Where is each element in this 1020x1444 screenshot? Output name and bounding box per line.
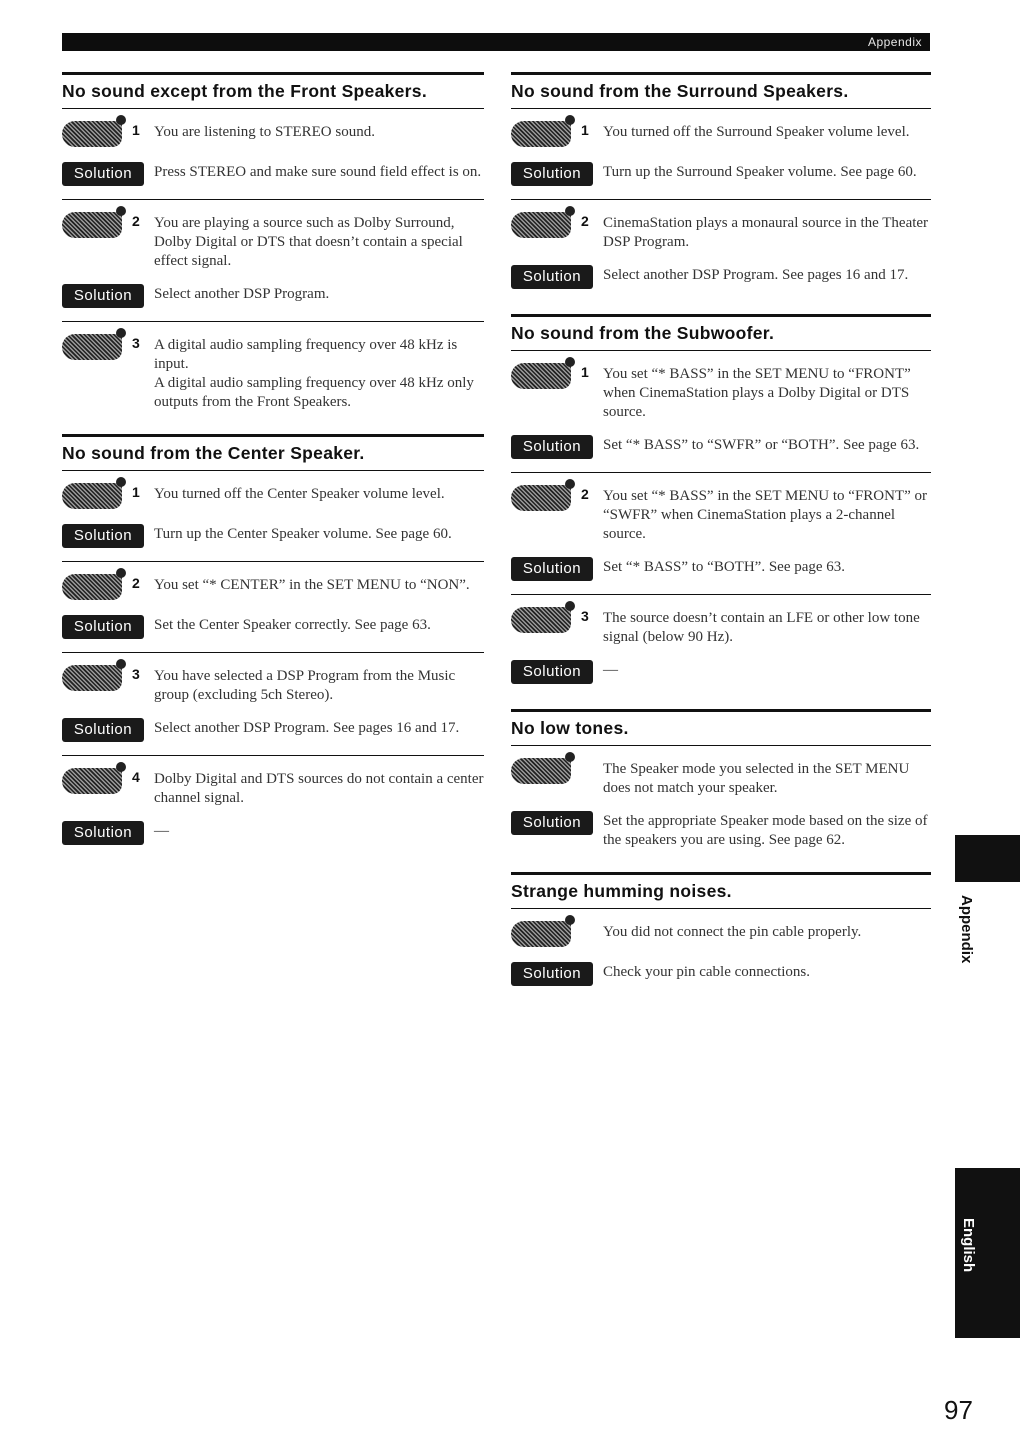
cause-icon	[62, 768, 122, 794]
section-title: Strange humming noises.	[511, 881, 732, 901]
cause-number: 3	[132, 335, 140, 351]
section-title: No sound from the Surround Speakers.	[511, 81, 849, 101]
solution-icon: Solution	[62, 162, 144, 186]
trouble-item	[511, 200, 931, 302]
cause-text: You have selected a DSP Program from the Music group (excluding 5ch Stereo).	[154, 668, 456, 703]
cause-text: CinemaStation plays a monaural source in the Theater DSP Program.	[603, 215, 929, 250]
solution-icon: Solution	[511, 162, 593, 186]
section-low-tones	[511, 709, 931, 860]
solution-icon: Solution	[62, 718, 144, 742]
section-subwoofer	[511, 314, 931, 697]
solution-text: Turn up the Surround Speaker volume. See page 60.	[603, 164, 917, 180]
solution-text: Press STEREO and make sure sound field effect is on.	[154, 164, 482, 180]
solution-icon: Solution	[62, 615, 144, 639]
page-number: 97	[944, 1395, 973, 1425]
cause-icon	[511, 921, 571, 947]
trouble-item	[511, 909, 931, 999]
cause-text: Dolby Digital and DTS sources do not contain a center channel signal.	[154, 771, 484, 806]
cause-number: 4	[132, 769, 140, 785]
cause-icon	[62, 483, 122, 509]
solution-icon: Solution	[62, 284, 144, 308]
solution-icon: Solution	[511, 811, 593, 835]
cause-number: 2	[132, 213, 140, 229]
solution-text: Set “* BASS” to “BOTH”. See page 63.	[603, 559, 846, 575]
trouble-item	[511, 473, 931, 595]
appendix-tab-label: Appendix	[958, 895, 975, 964]
cause-number: 3	[581, 608, 589, 624]
section-title: No sound except from the Front Speakers.	[62, 81, 427, 101]
appendix-tab	[955, 835, 1020, 882]
cause-icon	[511, 485, 571, 511]
header-label: Appendix	[867, 35, 922, 49]
right-column	[511, 72, 931, 1011]
section-front-speakers	[62, 72, 484, 422]
cause-number: 1	[581, 364, 589, 380]
trouble-item	[511, 595, 931, 697]
cause-text: The Speaker mode you selected in the SET MENU does not match your speaker.	[603, 761, 910, 796]
section-surround-speakers	[511, 72, 931, 302]
cause-number: 1	[132, 122, 140, 138]
cause-icon	[62, 121, 122, 147]
section-title: No sound from the Subwoofer.	[511, 323, 775, 343]
solution-text: Select another DSP Program. See pages 16 and 17.	[154, 720, 460, 736]
solution-text: Set “* BASS” to “SWFR” or “BOTH”. See page 63.	[603, 437, 920, 453]
solution-text: Check your pin cable connections.	[603, 964, 811, 980]
solution-icon: Solution	[511, 557, 593, 581]
cause-icon	[62, 665, 122, 691]
solution-text: —	[154, 823, 169, 839]
solution-icon: Solution	[62, 524, 144, 548]
trouble-item	[62, 109, 484, 200]
cause-number: 1	[132, 484, 140, 500]
cause-number: 2	[581, 486, 589, 502]
cause-text: You are listening to STEREO sound.	[154, 124, 375, 140]
solution-text: —	[603, 662, 618, 678]
cause-number: 3	[132, 666, 140, 682]
solution-icon: Solution	[62, 821, 144, 845]
solution-icon: Solution	[511, 660, 593, 684]
cause-icon	[511, 121, 571, 147]
cause-text: You are playing a source such as Dolby Surround, Dolby Digital or DTS that doesn’t contain a special effect signal.	[154, 215, 463, 269]
cause-text: You turned off the Center Speaker volume level.	[154, 486, 445, 502]
trouble-item	[62, 200, 484, 322]
section-humming-noises	[511, 872, 931, 999]
trouble-item	[62, 471, 484, 562]
section-title: No sound from the Center Speaker.	[62, 443, 365, 463]
cause-icon	[511, 758, 571, 784]
cause-icon	[62, 574, 122, 600]
left-column	[62, 72, 484, 870]
english-tab-label: English	[960, 1218, 977, 1273]
cause-text: You did not connect the pin cable properly.	[603, 924, 862, 940]
cause-icon	[511, 363, 571, 389]
cause-text: A digital audio sampling frequency over 48 kHz only outputs from the Front Speakers.	[154, 375, 474, 410]
cause-icon	[62, 212, 122, 238]
solution-text: Select another DSP Program.	[154, 286, 330, 302]
cause-text: You set “* BASS” in the SET MENU to “FRONT” or “SWFR” when CinemaStation plays a 2-channel source.	[603, 488, 928, 542]
cause-icon	[511, 212, 571, 238]
solution-text: Turn up the Center Speaker volume. See page 60.	[154, 526, 452, 542]
cause-number: 2	[132, 575, 140, 591]
solution-text: Set the appropriate Speaker mode based on the size of the speakers you are using. See page 62.	[603, 813, 928, 848]
cause-icon	[62, 334, 122, 360]
trouble-item	[511, 746, 931, 860]
cause-text: The source doesn’t contain an LFE or other low tone signal (below 90 Hz).	[603, 610, 920, 645]
solution-icon: Solution	[511, 962, 593, 986]
cause-text: You turned off the Surround Speaker volume level.	[603, 124, 910, 140]
cause-number: 1	[581, 122, 589, 138]
cause-text: You set “* CENTER” in the SET MENU to “NON”.	[154, 577, 470, 593]
trouble-item	[62, 322, 484, 422]
cause-text: You set “* BASS” in the SET MENU to “FRONT” when CinemaStation plays a Dolby Digital or DTS source.	[603, 366, 911, 420]
cause-number: 2	[581, 213, 589, 229]
cause-icon	[511, 607, 571, 633]
trouble-item	[511, 109, 931, 200]
header-bar	[62, 33, 930, 51]
section-title: No low tones.	[511, 718, 629, 738]
cause-text: A digital audio sampling frequency over 48 kHz is input.	[154, 337, 458, 372]
trouble-item	[62, 756, 484, 858]
solution-text: Set the Center Speaker correctly. See page 63.	[154, 617, 431, 633]
solution-text: Select another DSP Program. See pages 16 and 17.	[603, 267, 909, 283]
trouble-item	[62, 562, 484, 653]
solution-icon: Solution	[511, 435, 593, 459]
solution-icon: Solution	[511, 265, 593, 289]
trouble-item	[511, 351, 931, 473]
section-center-speaker	[62, 434, 484, 858]
trouble-item	[62, 653, 484, 756]
